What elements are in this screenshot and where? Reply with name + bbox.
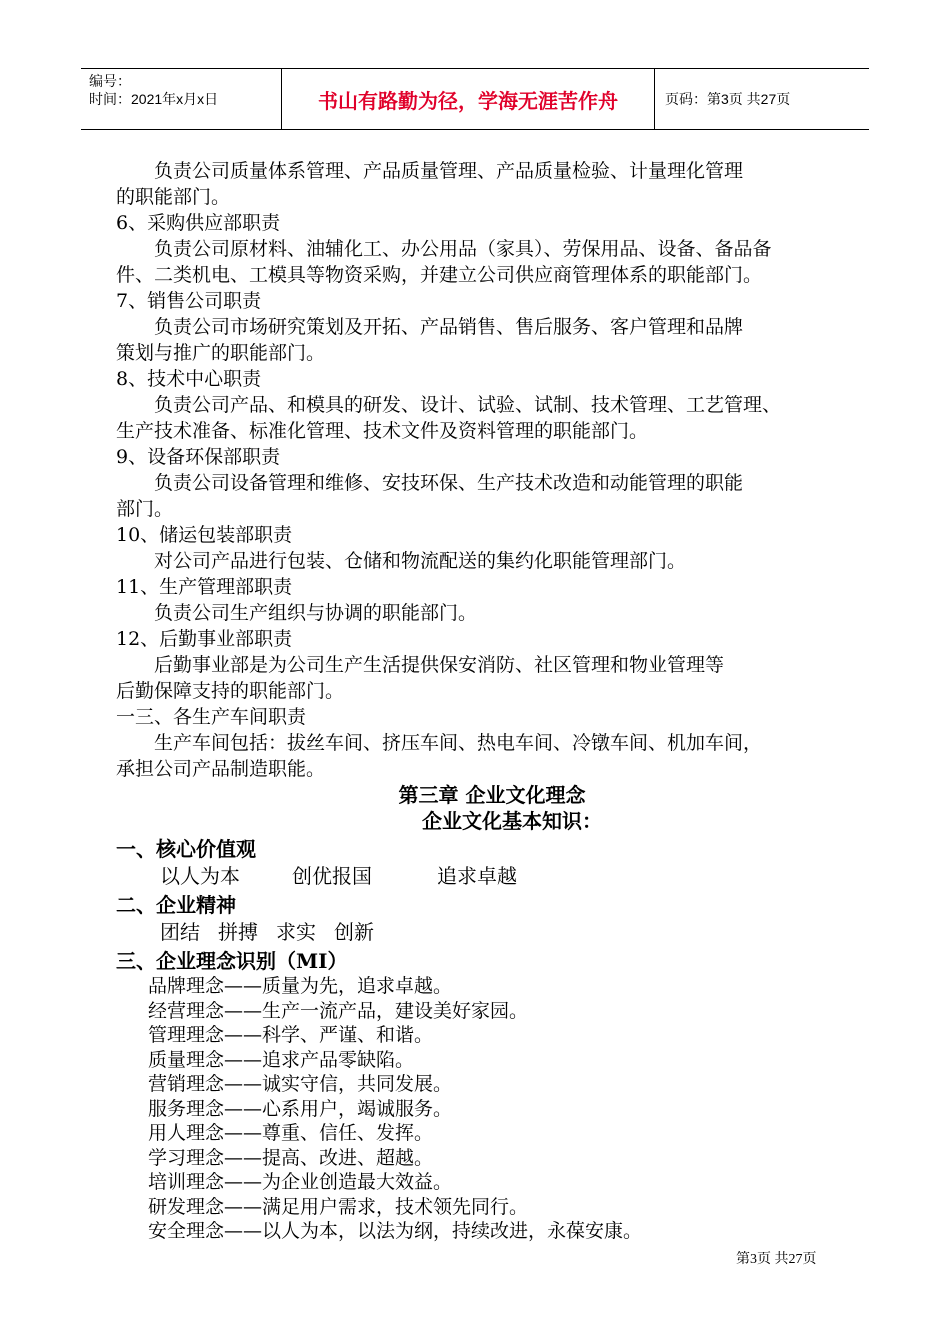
- paragraph: 后勤事业部是为公司生产生活提供保安消防、社区管理和物业管理等: [154, 654, 725, 676]
- paragraph: 的职能部门。: [116, 186, 231, 208]
- mi-item: 研发理念——满足用户需求，技术领先同行。: [148, 1195, 529, 1218]
- section-heading: 8、技术中心职责: [116, 368, 262, 390]
- mi-item: 学习理念——提高、改进、超越。: [148, 1146, 434, 1169]
- section-heading: 10、储运包装部职责: [116, 524, 293, 546]
- chapter-subtitle: 企业文化基本知识：: [422, 809, 602, 833]
- paragraph: 负责公司原材料、油辅化工、办公用品（家具）、劳保用品、设备、备品备: [154, 238, 772, 260]
- section-heading: 一三、各生产车间职责: [116, 706, 307, 728]
- spirit-heading: 二、企业精神: [116, 893, 236, 917]
- paragraph: 负责公司质量体系管理、产品质量管理、产品质量检验、计量理化管理: [154, 160, 744, 182]
- mi-heading: 三、企业理念识别（MI）: [116, 949, 348, 973]
- paragraph: 部门。: [116, 498, 174, 520]
- time-label: 时间：2021年x月x日: [89, 91, 219, 107]
- paragraph: 负责公司生产组织与协调的职能部门。: [154, 602, 478, 624]
- section-heading: 11、生产管理部职责: [116, 576, 293, 598]
- section-heading: 6、采购供应部职责: [116, 212, 281, 234]
- mi-item: 经营理念——生产一流产品，建设美好家园。: [148, 999, 529, 1022]
- paragraph: 负责公司设备管理和维修、安技环保、生产技术改造和动能管理的职能: [154, 472, 744, 494]
- header-meta: [81, 69, 281, 129]
- spirit-list: [116, 918, 838, 946]
- page-header: [81, 68, 869, 130]
- section-heading: 9、设备环保部职责: [116, 446, 281, 468]
- mi-item: 品牌理念——质量为先，追求卓越。: [148, 975, 453, 997]
- header-motto: 书山有路勤为径，学海无涯苦作舟: [281, 69, 655, 129]
- mi-item: 质量理念——追求产品零缺陷。: [148, 1048, 415, 1071]
- paragraph: 对公司产品进行包装、仓储和物流配送的集约化职能管理部门。: [154, 550, 687, 572]
- core-values-list: [116, 862, 838, 890]
- paragraph: 承担公司产品制造职能。: [116, 758, 326, 780]
- core-values-heading: 一、核心价值观: [116, 837, 256, 861]
- spirit-item: 创新: [334, 920, 374, 944]
- paragraph: 件、二类机电、工模具等物资采购，并建立公司供应商管理体系的职能部门。: [116, 264, 763, 286]
- mi-item: 培训理念——为企业创造最大效益。: [148, 1171, 453, 1193]
- paragraph: 策划与推广的职能部门。: [116, 342, 326, 364]
- core-value-item: 追求卓越: [437, 864, 517, 888]
- spirit-item: 团结: [160, 920, 200, 944]
- mi-item: 安全理念——以人为本，以法为纲，持续改进，永葆安康。: [148, 1220, 643, 1242]
- paragraph: 生产车间包括：拔丝车间、挤压车间、热电车间、冷镦车间、机加车间，: [154, 732, 763, 754]
- mi-item: 服务理念——心系用户，竭诚服务。: [148, 1097, 453, 1120]
- section-heading: 7、销售公司职责: [116, 290, 262, 312]
- core-value-item: 创优报国: [292, 864, 372, 888]
- paragraph: 生产技术准备、标准化管理、技术文件及资料管理的职能部门。: [116, 420, 649, 442]
- number-label: 编号：: [89, 73, 131, 89]
- mi-item: 营销理念——诚实守信，共同发展。: [148, 1073, 453, 1095]
- chapter-title: 第三章 企业文化理念: [398, 783, 586, 807]
- paragraph: 负责公司市场研究策划及开拓、产品销售、售后服务、客户管理和品牌: [154, 316, 744, 338]
- paragraph: 负责公司产品、和模具的研发、设计、试验、试制、技术管理、工艺管理、: [154, 394, 782, 416]
- page-footer: 第3页 共27页: [736, 1252, 817, 1267]
- core-value-item: 以人为本: [160, 864, 240, 888]
- header-page-label: 页码：第3页 共27页: [665, 91, 791, 107]
- mi-item: 管理理念——科学、严谨、和谐。: [148, 1024, 434, 1046]
- spirit-item: 拼搏: [218, 920, 258, 944]
- mi-item: 用人理念——尊重、信任、发挥。: [148, 1122, 434, 1144]
- spirit-item: 求实: [276, 920, 316, 944]
- paragraph: 后勤保障支持的职能部门。: [116, 680, 345, 702]
- document-body: [116, 158, 838, 1244]
- section-heading: 12、后勤事业部职责: [116, 628, 293, 650]
